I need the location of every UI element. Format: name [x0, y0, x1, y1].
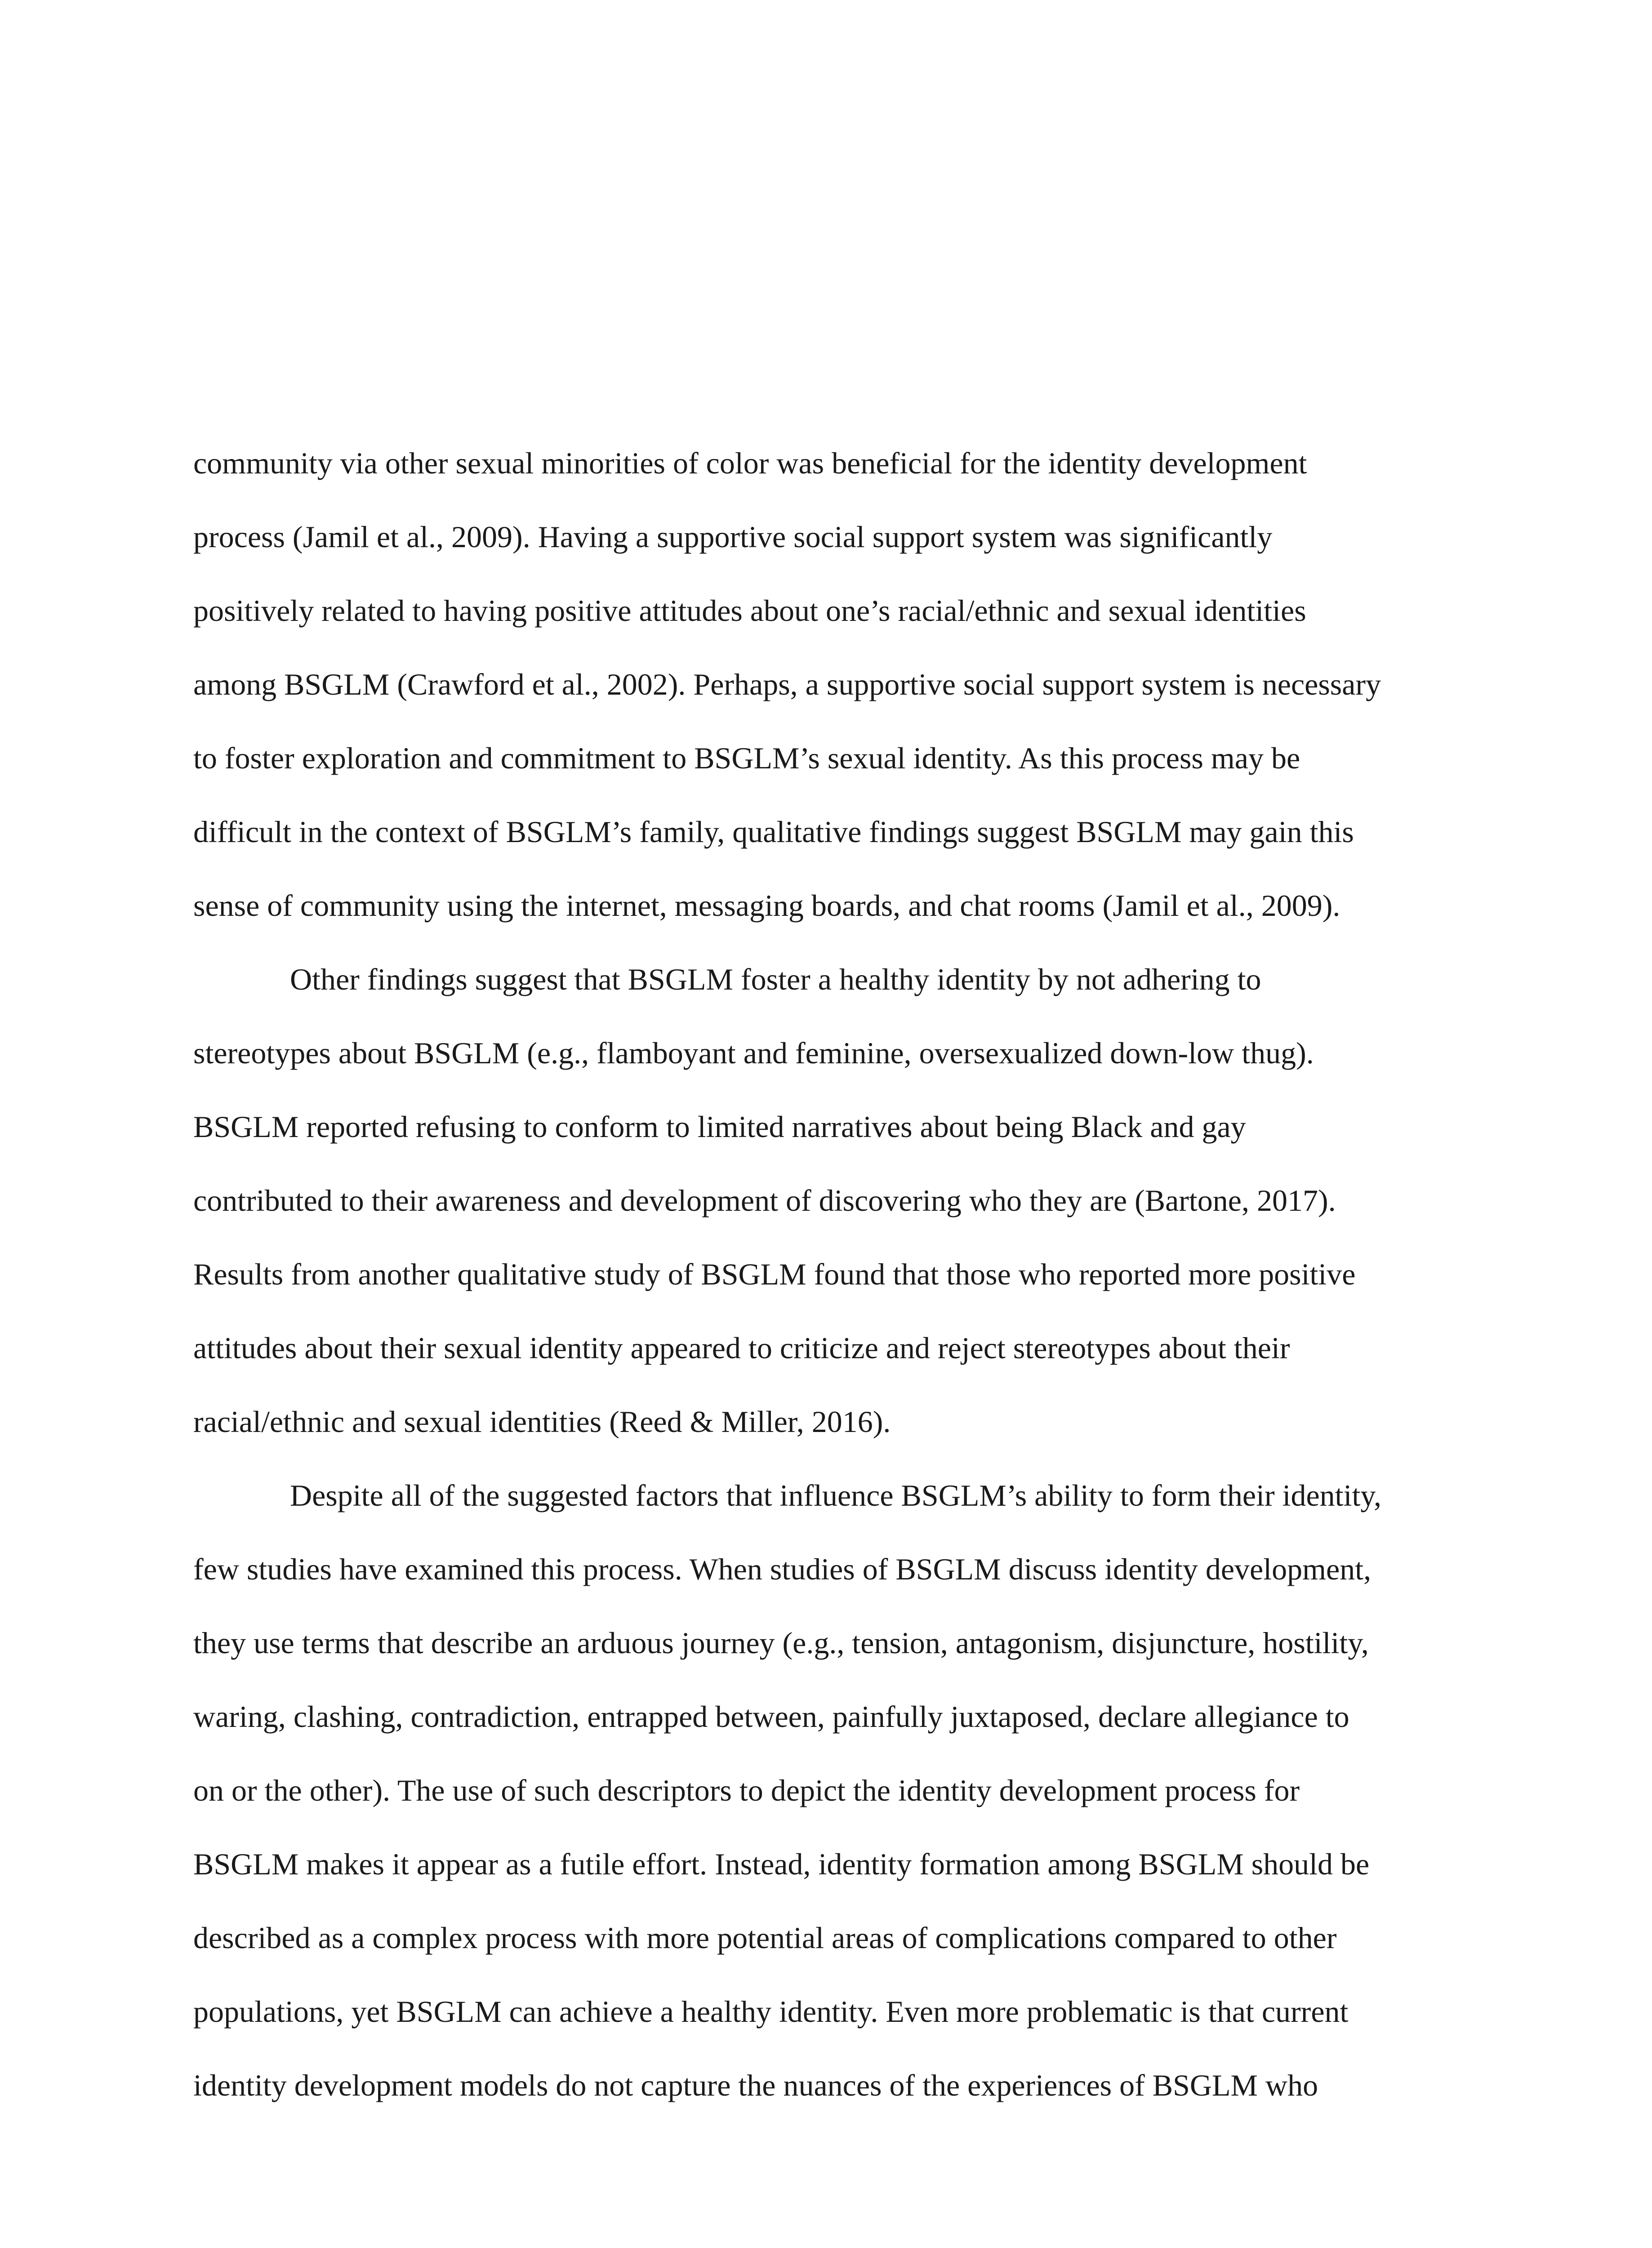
text-line: racial/ethnic and sexual identities (Reed & Miller, 2016).: [193, 1405, 891, 1439]
text-line: process (Jamil et al., 2009). Having a supportive social support system was significantly: [193, 520, 1273, 554]
text-line: BSGLM makes it appear as a futile effort. Instead, identity formation among BSGLM should be: [193, 1847, 1370, 1881]
text-line: stereotypes about BSGLM (e.g., flamboyant and feminine, oversexualized down-low thug).: [193, 1036, 1314, 1070]
text-line: positively related to having positive attitudes about one’s racial/ethnic and sexual identities: [193, 593, 1306, 628]
text-line: identity development models do not capture the nuances of the experiences of BSGLM who: [193, 2068, 1318, 2102]
text-line: community via other sexual minorities of color was beneficial for the identity development: [193, 446, 1307, 480]
text-line: contributed to their awareness and development of discovering who they are (Bartone, 2017).: [193, 1183, 1336, 1218]
text-line: they use terms that describe an arduous journey (e.g., tension, antagonism, disjuncture, hostility,: [193, 1626, 1369, 1660]
text-line: among BSGLM (Crawford et al., 2002). Perhaps, a supportive social support system is necessary: [193, 667, 1381, 701]
text-line: waring, clashing, contradiction, entrapped between, painfully juxtaposed, declare allegiance to: [193, 1699, 1349, 1734]
text-line: attitudes about their sexual identity appeared to criticize and reject stereotypes about their: [193, 1331, 1290, 1365]
text-line: populations, yet BSGLM can achieve a healthy identity. Even more problematic is that current: [193, 1994, 1349, 2029]
body-text: [193, 441, 1465, 2136]
text-line: sense of community using the internet, messaging boards, and chat rooms (Jamil et al., 2009).: [193, 888, 1340, 923]
text-line: Results from another qualitative study of BSGLM found that those who reported more positive: [193, 1257, 1356, 1291]
text-line: few studies have examined this process. When studies of BSGLM discuss identity development,: [193, 1552, 1371, 1586]
text-line: BSGLM reported refusing to conform to limited narratives about being Black and gay: [193, 1110, 1246, 1144]
text-line: difficult in the context of BSGLM’s family, qualitative findings suggest BSGLM may gain this: [193, 815, 1354, 849]
paragraph-start-line: Despite all of the suggested factors that influence BSGLM’s ability to form their identity,: [290, 1478, 1381, 1512]
text-line: to foster exploration and commitment to BSGLM’s sexual identity. As this process may be: [193, 741, 1300, 775]
text-line: described as a complex process with more potential areas of complications compared to other: [193, 1921, 1337, 1955]
paragraph-start-line: Other findings suggest that BSGLM foster a healthy identity by not adhering to: [290, 962, 1261, 996]
text-line: on or the other). The use of such descriptors to depict the identity development process for: [193, 1773, 1300, 1807]
